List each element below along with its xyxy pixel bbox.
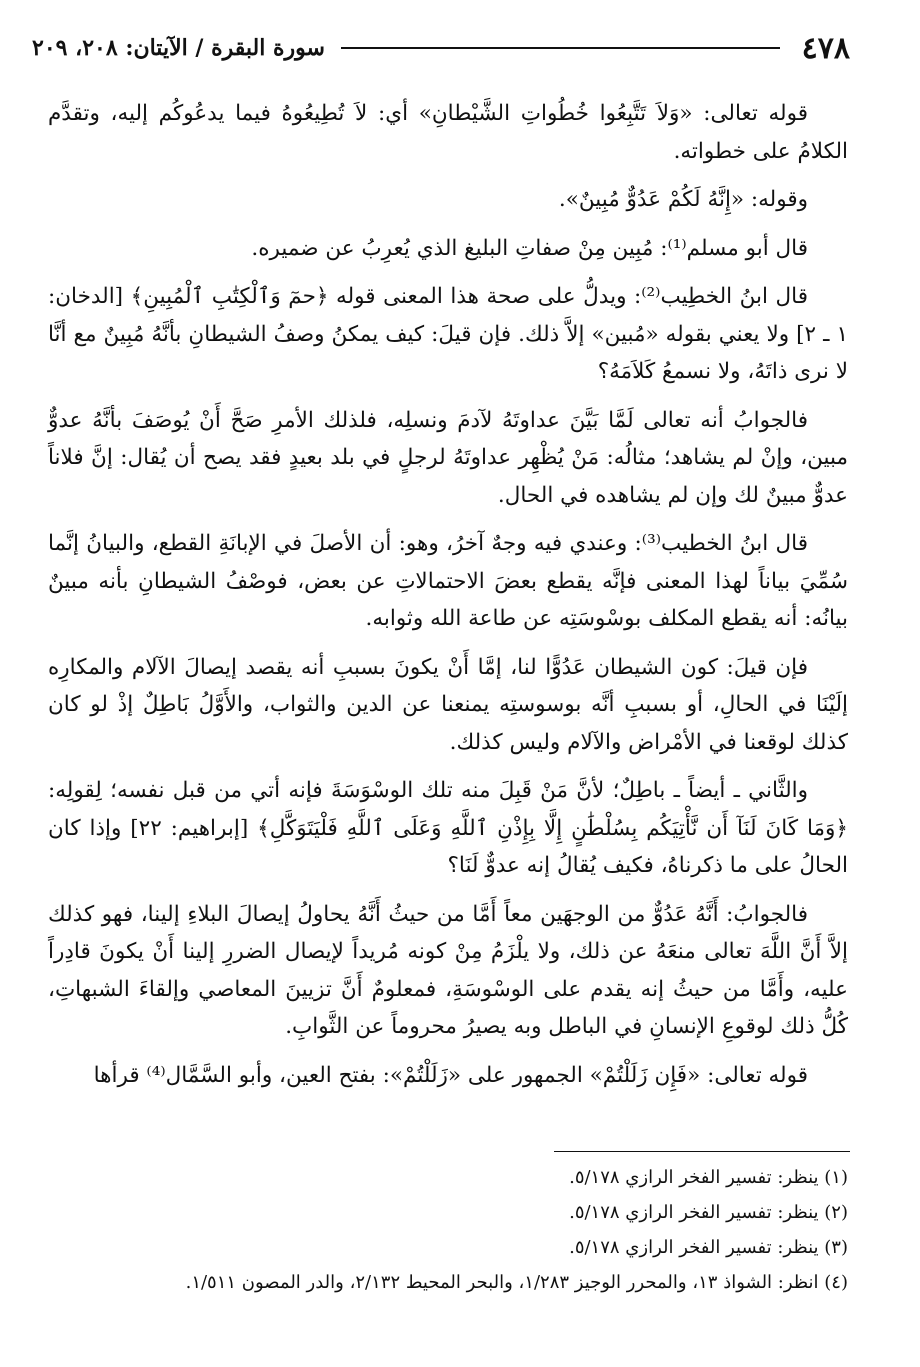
page-header <box>32 26 850 70</box>
paragraph: فالجوابُ: أَنَّهُ عَدُوٌّ من الوجهَين معاً أَمَّا من حيثُ أَنَّهُ يحاولُ إيصالَ البلاءِ إلينا، فهو كذلك إلاَّ أَنَّ اللَّهَ تعالى منعَهُ عن ذلك، ولا يلْزَمُ مِنْ كونه مُريداً لإيصال الضررِ إلينا أَنْ يكونَ قادِراً عليه، وأَمَّا من حيثُ إنه يقدم على الوسْوسَةِ، فمعلومٌ أَنَّ تزيينَ المعاصي وإلقاءَ الشبهاتِ، كُلُّ ذلك لوقوعِ الإنسانِ في الباطل وبه يصيرُ محروماً عن الثَّوابِ. <box>48 901 848 1039</box>
paragraph: فإن قيلَ: كون الشيطان عَدُوًّا لنا، إمَّا أَنْ يكونَ بسببِ أنه يقصد إيصالَ الآلام والمكارِه إلَيْنَا في الحالِ، أو بسببِ أنَّه بوسوستِه يمنعنا عن الدين والثواب، والأَوَّلُ بَاطِلٌ إذْ لو كان كذلك لوقعنا في الأمْراض والآلام وليس كذلك. <box>48 654 848 755</box>
paragraph: فالجوابُ أنه تعالى لَمَّا بَيَّنَ عداوتَهُ لآدمَ ونسلِه، فلذلك الأمرِ صَحَّ أَنْ يُوصَفَ بأنَّهُ عدوٌّ مبين، وإنْ لم يشاهد؛ مثالُه: مَنْ يُظْهِر عداوتَهُ لرجلٍ في بلد بعيدٍ فقد يصح أن يُقال: إنَّ فلاناً عدوٌّ مبينٌ لك وإن لم يشاهده في الحال. <box>48 407 848 508</box>
running-title: سورة البقرة / الآيتان: ٢٠٨، ٢٠٩ <box>32 35 325 61</box>
paragraph: قال ابنُ الخطِيب⁽²⁾: ويدلُّ على صحة هذا المعنى قوله ﴿حمٓ وَٱلْكِتَٰبِ ٱلْمُبِينِ﴾ [الدخان: ١ ـ ٢] ولا يعني بقوله «مُبين» إلاَّ ذلك. فإن قيلَ: كيف يمكنُ وصفُ الشيطانِ بأنَّهُ مُبِينٌ مع أنَّا لا نرى ذاتَهُ، ولا نسمعُ كَلاَمَهُ؟ <box>48 284 849 384</box>
footnote-separator <box>554 1151 850 1152</box>
footnote-4: (٤) انظر: الشواذ ١٣، والمحرر الوجيز ١/٢٨٣، والبحر المحيط ٢/١٣٢، والدر المصون ١/٥١١. <box>185 1272 848 1293</box>
footnote-1: (١) ينظر: تفسير الفخر الرازي ٥/١٧٨. <box>569 1167 848 1188</box>
footnotes <box>40 1160 848 1300</box>
header-rule <box>341 47 780 49</box>
paragraph: قال ابنُ الخطيب⁽³⁾: وعندي فيه وجهٌ آخرُ، وهو: أن الأصلَ في الإبانَةِ القطع، والبيانُ إنَّما سُمِّيَ بياناً لهذا المعنى فإنَّه يقطع بعضَ الاحتمالاتِ عن بعض، فوصْفُ الشيطانِ بأنه مبينٌ بيانُه: أنه يقطع المكلف بوسْوسَتِه عن طاعة الله وثوابه. <box>48 531 848 631</box>
page-number: ٤٧٨ <box>801 30 850 66</box>
paragraph: وقوله: «إِنَّهُ لَكُمْ عَدُوٌّ مُبِينٌ». <box>558 187 808 212</box>
main-text <box>48 95 848 1105</box>
paragraph: قال أبو مسلم⁽¹⁾: مُبِين مِنْ صفاتِ البليغ الذي يُعرِبُ عن ضميره. <box>251 235 808 261</box>
paragraph: قوله تعالى: «وَلاَ تَتَّبِعُوا خُطُواتِ الشَّيْطانِ» أي: لاَ تُطِيعُوهُ فيما يدعُوكُم إليه، وتقدَّم الكلامُ على خطواته. <box>48 101 848 164</box>
footnote-3: (٣) ينظر: تفسير الفخر الرازي ٥/١٧٨. <box>569 1237 848 1258</box>
footnote-2: (٢) ينظر: تفسير الفخر الرازي ٥/١٧٨. <box>569 1202 848 1223</box>
paragraph: قوله تعالى: «فَإِن زَلَلْتُمْ» الجمهور على «زَلَلْتُمْ»: بفتح العين، وأبو السَّمَّال⁽⁴⁾ قرأها <box>93 1062 808 1088</box>
paragraph: والثَّاني ـ أيضاً ـ باطِلٌ؛ لأنَّ مَنْ قَبِلَ منه تلك الوسْوَسَةَ فإنه أتي من قبل نفسه؛ لِقولِه: ﴿وَمَا كَانَ لَنَآ أَن نَّأْتِيَكُم بِسُلْطَٰنٍ إِلَّا بِإِذْنِ ٱللَّهِ وَعَلَى ٱللَّهِ فَلْيَتَوَكَّلِ﴾ [إبراهيم: ٢٢] وإذا كان الحالُ على ما ذكرناهُ، فكيف يُقالُ إنه عدوٌّ لَنَا؟ <box>48 778 848 878</box>
